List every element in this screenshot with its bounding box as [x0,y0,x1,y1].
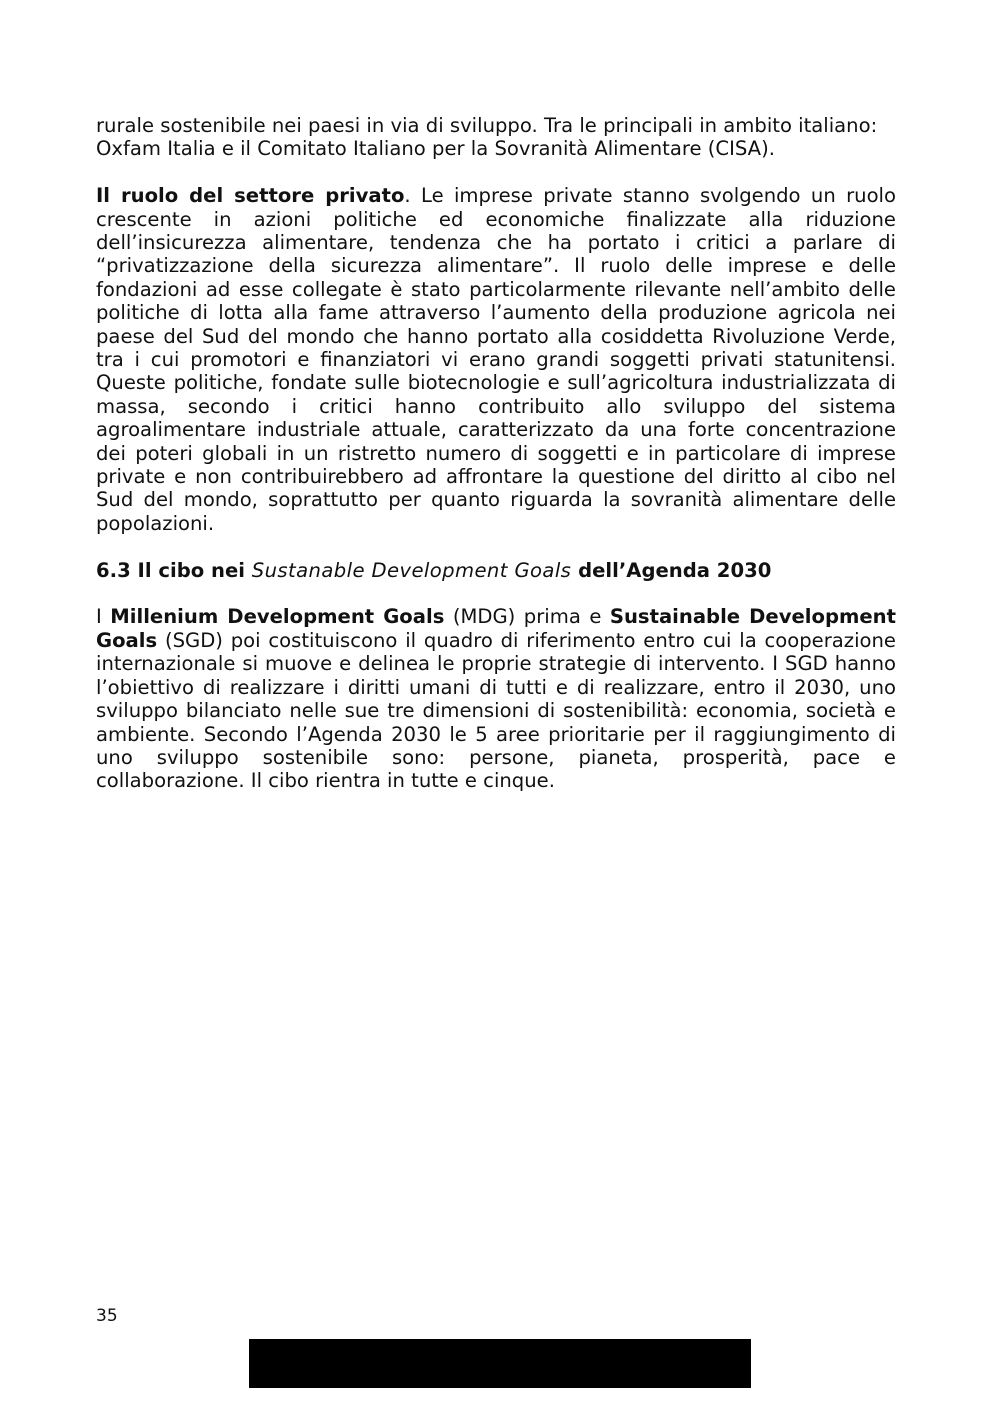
section-heading-suffix: dell’Agenda 2030 [571,558,772,582]
section-heading [96,559,896,582]
goals-text-2: (MDG) prima e [444,605,610,629]
goals-paragraph [96,605,896,792]
private-sector-text: . Le imprese private stanno svolgendo un ruolo crescente in azioni politiche ed economiche finalizzate alla riduzione dell’insicurezza alimentare, tendenza che ha portato i critici a parlare di “privatizzazione della sicurezza alimentare”. Il ruolo delle imprese e delle fondazioni ad esse collegate è stato particolarmente rilevante nell’ambito delle politiche di lotta alla fame attraverso l’aumento della produzione agricola nei paese del Sud del mondo che hanno portato alla cosiddetta Rivoluzione Verde, tra i cui promotori e finanziatori vi erano grandi soggetti privati statunitensi. Queste politiche, fondate sulle biotecnologie e sull’agricoltura industrializzata di massa, secondo i critici hanno contribuito allo sviluppo del sistema agroalimentare industriale attuale, caratterizzato da una forte concentrazione dei poteri globali in un ristretto numero di soggetti e in particolare di imprese private e non contribuirebbero ad affrontare la questione del diritto al cibo nel Sud del mondo, soprattutto per quanto riguarda la sovranità alimentare delle popolazioni. [96,184,896,535]
paragraph-gap [96,161,896,184]
continuation-line-2: Oxfam Italia e il Comitato Italiano per la Sovranità Alimentare (CISA). [96,137,775,161]
paragraph-gap [96,582,896,605]
section-heading-italic: Sustanable Development Goals [251,558,572,582]
sdg-term: Sustainable Development Goals [96,605,897,652]
private-sector-lead: Il ruolo del settore privato [96,184,405,208]
goals-text-3: (SGD) poi costituiscono il quadro di riferimento entro cui la cooperazione internazionale si muove e delinea le proprie strategie di intervento. I SGD hanno l’obiettivo di realizzare i diritti umani di tutti e di realizzare, entro il 2030, uno sviluppo bilanciato nelle sue tre dimensioni di sostenibilità: economia, società e ambiente. Secondo l’Agenda 2030 le 5 aree prioritarie per il raggiungimento di uno sviluppo sostenibile sono: persone, pianeta, prosperità, pace e collaborazione. Il cibo rientra in tutte e cinque. [96,628,896,793]
mdg-term: Millenium Development Goals [110,605,445,629]
page-body [96,114,896,793]
paragraph-gap [96,535,896,558]
section-heading-prefix: 6.3 Il cibo nei [96,558,252,582]
continuation-paragraph [96,114,896,161]
goals-text-1: I [96,605,111,629]
private-sector-paragraph [96,184,896,535]
footer-bar [249,1339,751,1388]
continuation-line-1: rurale sostenibile nei paesi in via di sviluppo. Tra le principali in ambito italiano: [96,114,878,137]
page-number: 35 [96,1306,118,1326]
